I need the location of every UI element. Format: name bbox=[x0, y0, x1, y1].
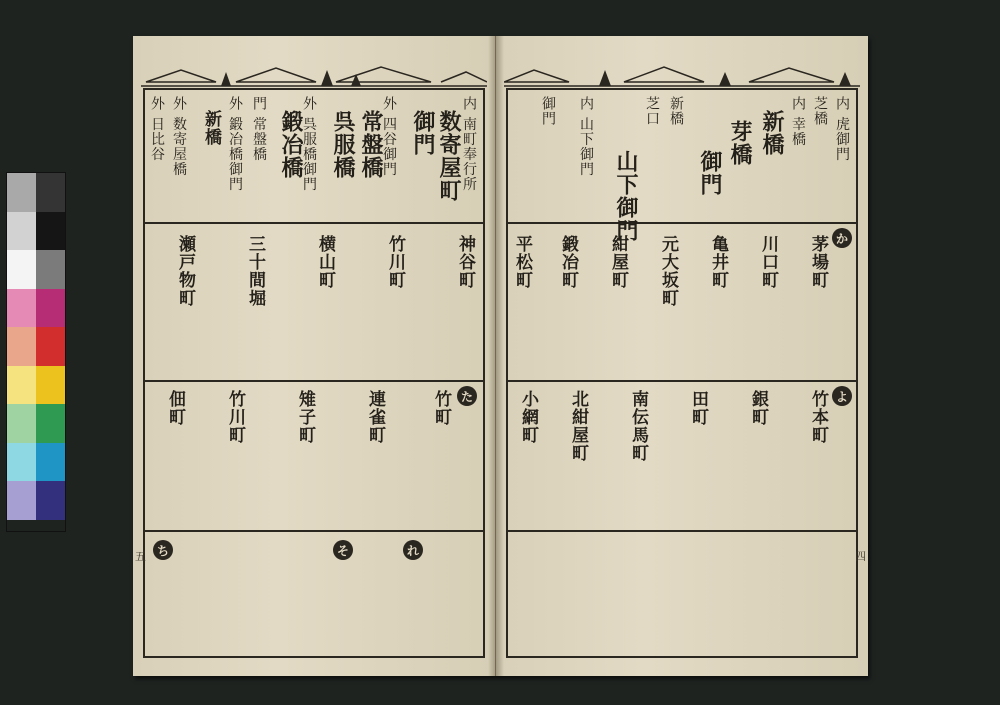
left-top-text-7: 外 日比谷 bbox=[149, 96, 165, 162]
right-heading-1: 新橋 bbox=[759, 110, 785, 156]
right-mid-4: 元大坂町 bbox=[658, 235, 678, 307]
section-marker: ち bbox=[153, 540, 173, 560]
left-heading-5: 鍛冶橋 bbox=[278, 110, 304, 179]
left-page bbox=[133, 36, 496, 676]
left-top-text-3: 外 呉服橋御門 bbox=[301, 96, 317, 192]
left-top-text-4: 門 常盤橋 bbox=[251, 96, 267, 162]
left-heading-1: 数寄屋町 bbox=[436, 110, 462, 202]
section-marker: れ bbox=[403, 540, 423, 560]
right-heading-4: 山下御門 bbox=[613, 150, 639, 242]
open-book bbox=[133, 36, 868, 676]
left-heading-3: 常盤橋 bbox=[358, 110, 384, 179]
left-top-text-1: 内 南町奉行所 bbox=[461, 96, 477, 192]
right-low-6: 小網町 bbox=[518, 390, 538, 444]
left-mid-2: 竹川町 bbox=[385, 235, 405, 289]
color-patch bbox=[36, 173, 65, 212]
right-mid-7: 平松町 bbox=[512, 235, 532, 289]
section-marker: た bbox=[457, 386, 477, 406]
right-low-4: 南伝馬町 bbox=[628, 390, 648, 462]
right-heading-2: 芽橋 bbox=[727, 120, 753, 166]
left-heading-6: 新橋 bbox=[201, 110, 221, 146]
right-top-text-2: 芝橋 bbox=[812, 96, 828, 126]
color-patch bbox=[7, 173, 36, 212]
right-mid-1: 茅場町 bbox=[808, 235, 828, 289]
page-number: 五 bbox=[135, 550, 146, 563]
left-low-1: 竹町 bbox=[431, 390, 451, 426]
right-low-3: 田町 bbox=[688, 390, 708, 426]
right-top-text-4: 新橋 bbox=[668, 96, 684, 126]
color-patch bbox=[36, 289, 65, 328]
color-patch bbox=[7, 404, 36, 443]
section-marker: よ bbox=[832, 386, 852, 406]
color-patch bbox=[7, 481, 36, 520]
left-mid-1: 神谷町 bbox=[455, 235, 475, 289]
color-patch bbox=[7, 289, 36, 328]
left-low-4: 竹川町 bbox=[225, 390, 245, 444]
left-low-2: 連雀町 bbox=[365, 390, 385, 444]
left-mid-4: 三十間堀 bbox=[245, 235, 265, 307]
right-mid-5: 紺屋町 bbox=[608, 235, 628, 289]
right-low-5: 北紺屋町 bbox=[568, 390, 588, 462]
color-patch bbox=[36, 250, 65, 289]
left-heading-4: 呉服橋 bbox=[330, 110, 356, 179]
right-low-2: 銀町 bbox=[748, 390, 768, 426]
right-heading-3: 御門 bbox=[697, 150, 723, 196]
right-page bbox=[496, 36, 868, 676]
right-top-text-1: 内 虎御門 bbox=[834, 96, 850, 162]
left-top-text-2: 外 四谷御門 bbox=[381, 96, 397, 177]
right-mid-3: 亀井町 bbox=[708, 235, 728, 289]
right-top-text-7: 御門 bbox=[540, 96, 556, 126]
left-low-5: 佃町 bbox=[165, 390, 185, 426]
color-patch bbox=[36, 481, 65, 520]
left-mid-3: 横山町 bbox=[315, 235, 335, 289]
right-mid-2: 川口町 bbox=[758, 235, 778, 289]
color-patch bbox=[7, 366, 36, 405]
left-top-text-5: 外 鍛冶橋御門 bbox=[227, 96, 243, 192]
color-patch bbox=[7, 212, 36, 251]
color-calibration-strip bbox=[6, 172, 66, 532]
right-mid-6: 鍛冶町 bbox=[558, 235, 578, 289]
color-patch bbox=[36, 327, 65, 366]
color-patch bbox=[7, 250, 36, 289]
page-number: 四 bbox=[855, 550, 866, 563]
right-top-text-5: 芝口 bbox=[644, 96, 660, 126]
right-page-frame bbox=[506, 88, 858, 658]
right-top-text-6: 内 山下御門 bbox=[578, 96, 594, 177]
left-page-frame bbox=[143, 88, 485, 658]
left-heading-2: 御門 bbox=[410, 110, 436, 156]
color-patch bbox=[36, 404, 65, 443]
left-mid-5: 瀬戸物町 bbox=[175, 235, 195, 307]
color-patch bbox=[36, 212, 65, 251]
right-low-1: 竹本町 bbox=[808, 390, 828, 444]
right-top-text-3: 内 幸橋 bbox=[790, 96, 806, 147]
color-patch bbox=[7, 443, 36, 482]
roof-illustration bbox=[504, 42, 860, 92]
color-patch bbox=[36, 443, 65, 482]
left-top-text-6: 外 数寄屋橋 bbox=[171, 96, 187, 177]
color-patch bbox=[36, 366, 65, 405]
left-low-3: 雉子町 bbox=[295, 390, 315, 444]
section-marker: そ bbox=[333, 540, 353, 560]
color-patch bbox=[7, 327, 36, 366]
section-marker: か bbox=[832, 228, 852, 248]
roof-illustration bbox=[141, 42, 487, 92]
